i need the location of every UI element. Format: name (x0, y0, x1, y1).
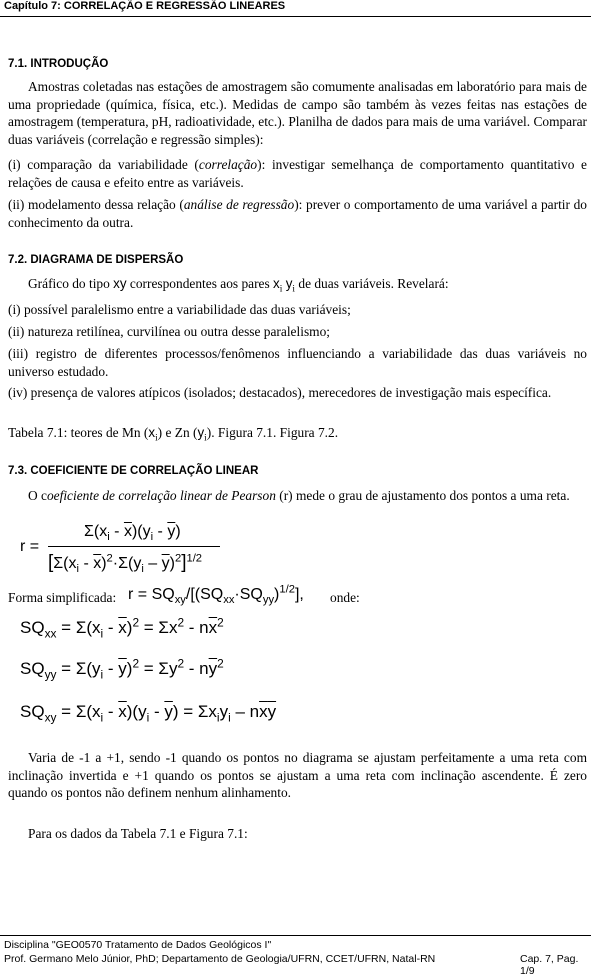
intro-item-ii: (ii) modelamento dessa relação (análise de regressão): prever o comportamento de uma variável a partir do conhecimento da outra. (8, 197, 587, 230)
formula-r-lhs: r = (20, 538, 40, 555)
footer-page-number: Cap. 7, Pag. 1/9 (520, 953, 579, 977)
intro-paragraph: Amostras coletadas nas estações de amostragem são comumente analisadas em laboratório para mais de uma propriedade (química, física, etc.). Medidas de campo são também às vezes feitas nas estações de amostragem (temperatura, pH, radioatividade, etc.). Planilha de dados para mais de uma variável. Comparar duas variáveis (correlação e regressão simples): (8, 79, 587, 147)
variation-paragraph: Varia de -1 a +1, sendo -1 quando os pontos no diagrama se ajustam perfeitamente a uma reta com inclinação invertida e +1 quando os pontos se ajustam a uma reta com inclinação ascendente. É zero quando os pontos não definem nenhum alinhamento. (8, 750, 587, 800)
formula-sqxx: $SQ_{xx} = \Sigma(x_i - \overline{x})^2 = \Sigma x^2 - n\overline{x}^2$ (20, 615, 224, 641)
formula-simplified: $r = SQ_{xy}/[(SQ_{xx}\cdot SQ_{yy})^{1/2}]$, (128, 583, 304, 607)
footer-rule (0, 935, 591, 936)
header-rule (0, 16, 591, 17)
pearson-paragraph: O coeficiente de correlação linear de Pearson (r) mede o grau de ajustamento dos pontos a uma reta. (28, 488, 570, 503)
scatter-item-4: (iv) presença de valores atípicos (isolados; destacados), merecedores de investigação mais específica. (8, 385, 552, 400)
para-dados-line: Para os dados da Tabela 7.1 e Figura 7.1: (28, 826, 248, 841)
formula-sqyy: $SQ_{yy} = \Sigma(y_i - \overline{y})^2 = \Sigma y^2 - n\overline{y}^2$ (20, 656, 224, 682)
formula-sqxy: $SQ_{xy} = \Sigma(x_i - \overline{x})(y_i - \overline{y}) = \Sigma x_iy_i - n\overline{x}\overline{y}$ (20, 702, 277, 725)
scatter-intro: Gráfico do tipo xy correspondentes aos pares $x_i$ $y_i$ de duas variáveis. Revelará: (28, 276, 449, 295)
formula-r-numerator: $\Sigma(x_i - \overline{x})(y_i - \overline{y})$ (84, 523, 181, 544)
chapter-header: Capítulo 7: CORRELAÇÃO E REGRESSÃO LINEARES (4, 0, 286, 12)
table-reference: Tabela 7.1: teores de Mn $(x_i)$ e Zn $(y_i)$. Figura 7.1. Figura 7.2. (8, 425, 339, 444)
formula-r-denominator: $[\Sigma(x_i - \overline{x})^2\cdot\Sigma(y_i - \overline{y})^2]^{1/2}$ (48, 552, 203, 576)
forma-simplificada-label: Forma simplificada: (8, 590, 117, 605)
footer-professor: Prof. Germano Melo Júnior, PhD; Departamento de Geologia/UFRN, CCET/UFRN, Natal-RN (4, 953, 436, 965)
section-heading-scatter: 7.2. DIAGRAMA DE DISPERSÃO (8, 254, 184, 266)
onde-label: onde: (330, 590, 360, 605)
formula-r-fraction-bar (48, 546, 220, 547)
section-heading-correlation: 7.3. COEFICIENTE DE CORRELAÇÃO LINEAR (8, 465, 259, 477)
intro-item-i: (i) comparação da variabilidade (correlação): investigar semelhança de comportamento quantitativo e relações de causa e efeito entre as variáveis. (8, 157, 587, 190)
scatter-item-3: (iii) registro de diferentes processos/fenômenos influenciando a variabilidade das duas variáveis no universo estudado. (8, 346, 587, 379)
section-heading-intro: 7.1. INTRODUÇÃO (8, 58, 109, 70)
scatter-item-1: (i) possível paralelismo entre a variabilidade das duas variáveis; (8, 302, 351, 317)
scatter-item-2: (ii) natureza retilínea, curvilínea ou outra desse paralelismo; (8, 324, 330, 339)
footer-course: Disciplina "GEO0570 Tratamento de Dados Geológicos I" (4, 939, 272, 951)
